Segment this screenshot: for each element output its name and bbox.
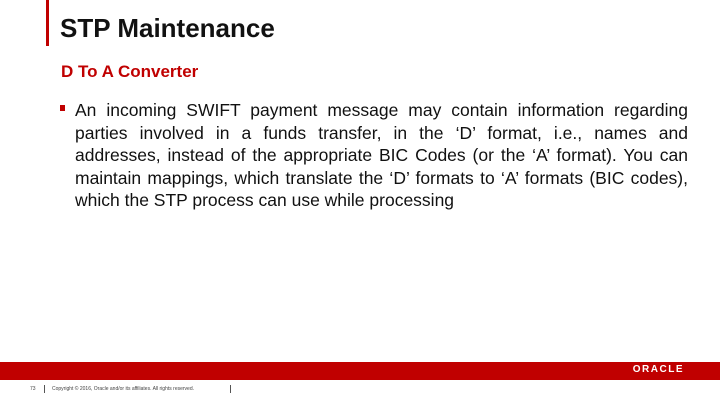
page-number: 73: [30, 386, 36, 392]
footer-bar: [0, 362, 720, 379]
bullet-icon: [60, 105, 65, 111]
bullet-text: An incoming SWIFT payment message may contain information regarding parties involved in a funds transfer, in the ‘D’ format, i.e., names and addresses, instead of the appropriate BIC Codes (or the ‘A’ format). You can maintain mappings, which translate the ‘D’ formats to ‘A’ formats (BIC codes), which the STP process can use while processing: [75, 100, 688, 210]
oracle-logo: ORACLE: [632, 364, 684, 375]
footer-separator: [44, 385, 45, 393]
slide-subtitle: D To A Converter: [61, 62, 199, 81]
footer-divider: [0, 379, 720, 380]
bullet-list: [60, 99, 688, 212]
footer-separator: [230, 385, 231, 393]
slide-title: STP Maintenance: [60, 13, 275, 43]
copyright-text: Copyright © 2016, Oracle and/or its affiliates. All rights reserved.: [52, 386, 194, 392]
